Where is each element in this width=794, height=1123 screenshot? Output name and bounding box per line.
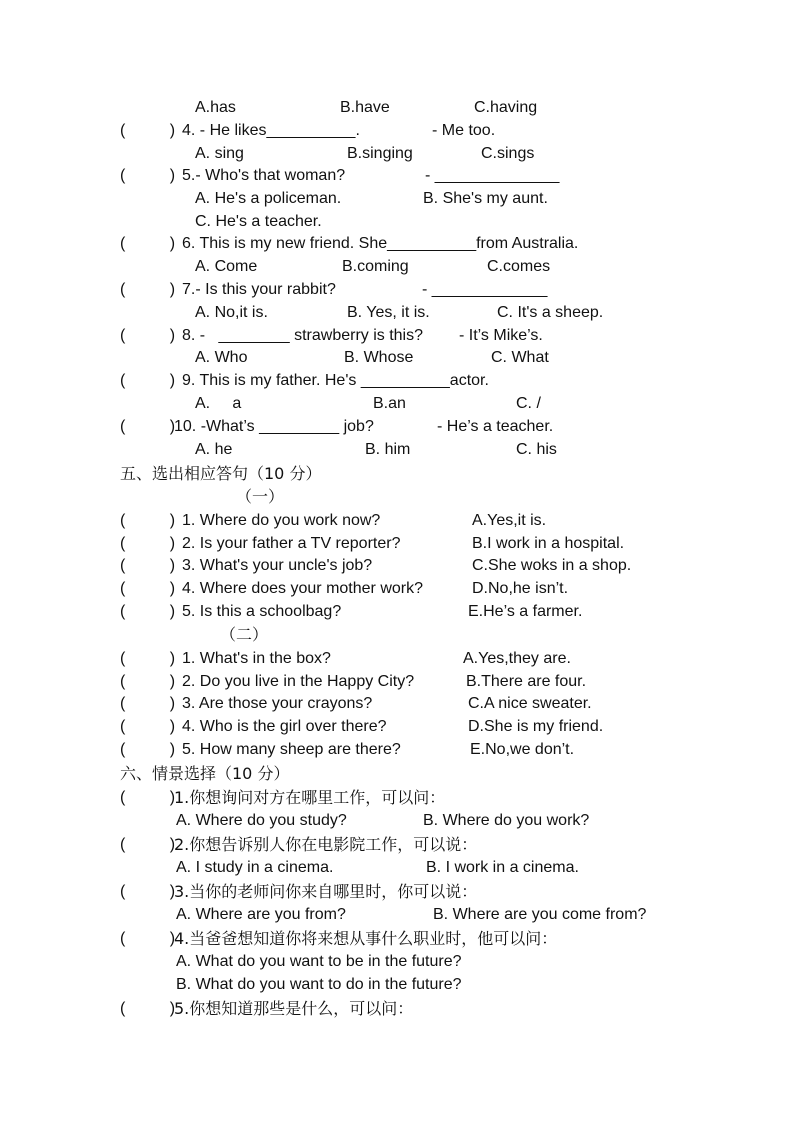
s1-stem: 1.你想询问对方在哪里工作，可以问： <box>174 788 446 807</box>
q5-stem: 5.- Who's that woman? <box>182 167 346 184</box>
match1-row3-answer: C.She woks in a shop. <box>472 557 632 574</box>
q9-answer-bracket[interactable]: ( ) <box>120 372 176 389</box>
q8-option-a: A. Who <box>195 349 248 366</box>
q3-option-c: C.having <box>474 99 538 116</box>
match1-row2-answer: B.I work in a hospital. <box>472 535 625 552</box>
s3-option-b: B. Where are you come from? <box>433 906 647 923</box>
match2-row1-question: 1. What's in the box? <box>182 650 331 667</box>
match1-row2-question: 2. Is your father a TV reporter? <box>182 535 401 552</box>
match1-row5-bracket[interactable]: ( ) <box>120 603 176 620</box>
match2-row3-question: 3. Are those your crayons? <box>182 695 373 712</box>
q5-answer-bracket[interactable]: ( ) <box>120 167 176 184</box>
match1-row4-bracket[interactable]: ( ) <box>120 580 176 597</box>
match2-row2-bracket[interactable]: ( ) <box>120 673 176 690</box>
match1-row1-answer: A.Yes,it is. <box>472 512 547 529</box>
group-2-label: （二） <box>220 625 269 644</box>
s2-answer-bracket[interactable]: ( ) <box>120 836 176 853</box>
q10-stem: 10. -What’s _________ job? <box>174 418 374 435</box>
q3-option-b: B.have <box>340 99 390 116</box>
q9-option-b: B.an <box>373 395 406 412</box>
q10-reply: - He’s a teacher. <box>437 418 554 435</box>
s5-answer-bracket[interactable]: ( ) <box>120 1000 176 1017</box>
q8-reply: - It’s Mike’s. <box>459 327 543 344</box>
match2-row1-bracket[interactable]: ( ) <box>120 650 176 667</box>
s1-option-a: A. Where do you study? <box>176 812 347 829</box>
q10-option-a: A. he <box>195 441 233 458</box>
s3-option-a: A. Where are you from? <box>176 906 346 923</box>
s4-stem: 4.当爸爸想知道你将来想从事什么职业时，他可以问： <box>174 929 558 948</box>
match2-row4-answer: D.She is my friend. <box>468 718 604 735</box>
q4-reply: - Me too. <box>432 122 496 139</box>
s5-stem: 5.你想知道那些是什么，可以问： <box>174 999 414 1018</box>
q7-option-a: A. No,it is. <box>195 304 268 321</box>
q5-option-c: C. He's a teacher. <box>195 213 322 230</box>
q8-option-b: B. Whose <box>344 349 414 366</box>
q6-option-c: C.comes <box>487 258 551 275</box>
q9-stem: 9. This is my father. He's __________actor. <box>182 372 489 389</box>
match1-row1-question: 1. Where do you work now? <box>182 512 381 529</box>
match2-row2-answer: B.There are four. <box>466 673 587 690</box>
q5-option-a: A. He's a policeman. <box>195 190 342 207</box>
match2-row3-bracket[interactable]: ( ) <box>120 695 176 712</box>
q4-option-a: A. sing <box>195 145 244 162</box>
s2-option-b: B. I work in a cinema. <box>426 859 579 876</box>
q9-option-c: C. / <box>516 395 541 412</box>
s4-answer-bracket[interactable]: ( ) <box>120 930 176 947</box>
s3-stem: 3.当你的老师问你来自哪里时，你可以说： <box>174 882 478 901</box>
q3-option-a: A.has <box>195 99 236 116</box>
match2-row4-question: 4. Who is the girl over there? <box>182 718 387 735</box>
q6-answer-bracket[interactable]: ( ) <box>120 235 176 252</box>
match2-row2-question: 2. Do you live in the Happy City? <box>182 673 415 690</box>
section-6-title: 六、情景选择（10 分） <box>120 764 290 783</box>
match2-row4-bracket[interactable]: ( ) <box>120 718 176 735</box>
q5-option-b: B. She's my aunt. <box>423 190 548 207</box>
group-1-label: （一） <box>236 487 285 506</box>
q6-stem: 6. This is my new friend. She__________from Australia. <box>182 235 579 252</box>
s4-option-a: A. What do you want to be in the future? <box>176 953 462 970</box>
s2-stem: 2.你想告诉别人你在电影院工作，可以说： <box>174 835 478 854</box>
s1-answer-bracket[interactable]: ( ) <box>120 789 176 806</box>
match2-row3-answer: C.A nice sweater. <box>468 695 592 712</box>
q4-stem: 4. - He likes__________. <box>182 122 360 139</box>
match1-row4-answer: D.No,he isn’t. <box>472 580 569 597</box>
q4-option-b: B.singing <box>347 145 413 162</box>
match1-row5-question: 5. Is this a schoolbag? <box>182 603 342 620</box>
match2-row5-question: 5. How many sheep are there? <box>182 741 401 758</box>
section-5-title: 五、选出相应答句（10 分） <box>120 464 322 483</box>
q10-option-b: B. him <box>365 441 411 458</box>
match1-row3-question: 3. What's your uncle's job? <box>182 557 373 574</box>
q10-answer-bracket[interactable]: ( ) <box>120 418 176 435</box>
q10-option-c: C. his <box>516 441 557 458</box>
q7-option-b: B. Yes, it is. <box>347 304 430 321</box>
match1-row4-question: 4. Where does your mother work? <box>182 580 423 597</box>
s1-option-b: B. Where do you work? <box>423 812 590 829</box>
q6-option-b: B.coming <box>342 258 409 275</box>
match1-row1-bracket[interactable]: ( ) <box>120 512 176 529</box>
match2-row1-answer: A.Yes,they are. <box>463 650 571 667</box>
q7-answer-bracket[interactable]: ( ) <box>120 281 176 298</box>
q5-reply: - ______________ <box>425 167 560 184</box>
q7-reply: - _____________ <box>422 281 548 298</box>
s3-answer-bracket[interactable]: ( ) <box>120 883 176 900</box>
match1-row3-bracket[interactable]: ( ) <box>120 557 176 574</box>
q6-option-a: A. Come <box>195 258 258 275</box>
match2-row5-answer: E.No,we don’t. <box>470 741 575 758</box>
q4-option-c: C.sings <box>481 145 535 162</box>
q8-answer-bracket[interactable]: ( ) <box>120 327 176 344</box>
match1-row5-answer: E.He’s a farmer. <box>468 603 583 620</box>
q4-answer-bracket[interactable]: ( ) <box>120 122 176 139</box>
match2-row5-bracket[interactable]: ( ) <box>120 741 176 758</box>
s4-option-b: B. What do you want to do in the future? <box>176 976 462 993</box>
match1-row2-bracket[interactable]: ( ) <box>120 535 176 552</box>
s2-option-a: A. I study in a cinema. <box>176 859 334 876</box>
q8-stem: 8. - ________ strawberry is this? <box>182 327 424 344</box>
q9-option-a: A. a <box>195 395 242 412</box>
q7-option-c: C. It's a sheep. <box>497 304 604 321</box>
q7-stem: 7.- Is this your rabbit? <box>182 281 336 298</box>
q8-option-c: C. What <box>491 349 549 366</box>
